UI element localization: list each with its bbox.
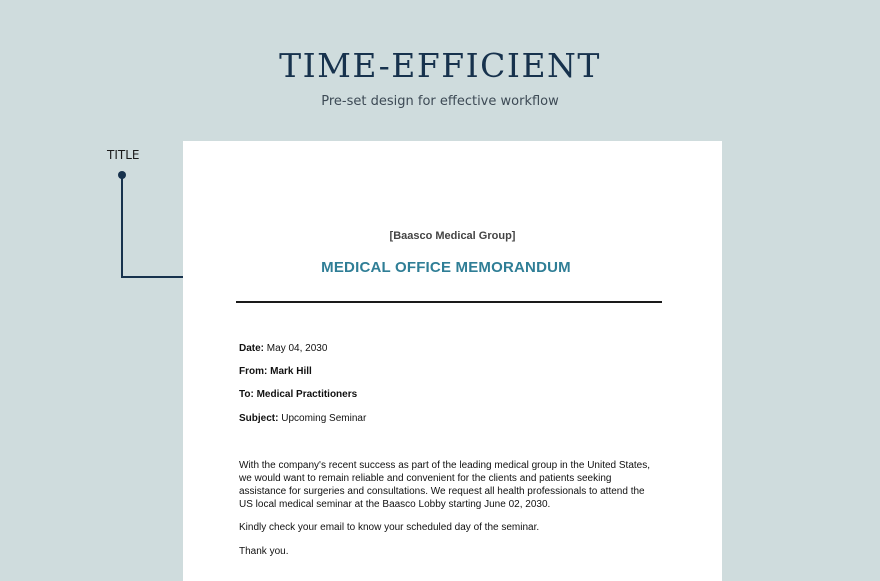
field-date-label: Date:: [239, 343, 265, 354]
field-subject-label: Subject:: [239, 413, 279, 424]
field-from-label: From:: [239, 366, 268, 377]
document-organization: [Baasco Medical Group]: [389, 230, 516, 242]
document-divider: [236, 301, 662, 303]
document-page: [183, 141, 722, 581]
hero-title: TIME-EFFICIENT: [279, 46, 601, 85]
field-to: [239, 388, 357, 401]
document-title: MEDICAL OFFICE MEMORANDUM: [321, 259, 571, 276]
field-from-value: Mark Hill: [270, 366, 312, 377]
callout-label: TITLE: [107, 148, 140, 162]
field-subject-value: Upcoming Seminar: [281, 413, 367, 424]
body-paragraph: With the company's recent success as part of the leading medical group in the United States, we would want to remain reliable and convenient for the clients and patients seeking assistance for surgeries and consultations. We request all health professionals to attend the US local medical seminar at the Baasco Lobby starting June 02, 2030.: [239, 460, 651, 510]
callout-connector-vertical: [121, 175, 123, 278]
body-closing: Thank you.: [239, 546, 289, 557]
field-subject: [239, 412, 366, 425]
field-from: [239, 365, 312, 378]
field-date: [239, 342, 327, 355]
field-to-label: To:: [239, 389, 254, 400]
hero-subtitle: Pre-set design for effective workflow: [321, 94, 559, 109]
field-to-value: Medical Practitioners: [256, 389, 358, 400]
field-date-value: May 04, 2030: [266, 343, 328, 354]
body-paragraph: Kindly check your email to know your scheduled day of the seminar.: [239, 522, 540, 533]
